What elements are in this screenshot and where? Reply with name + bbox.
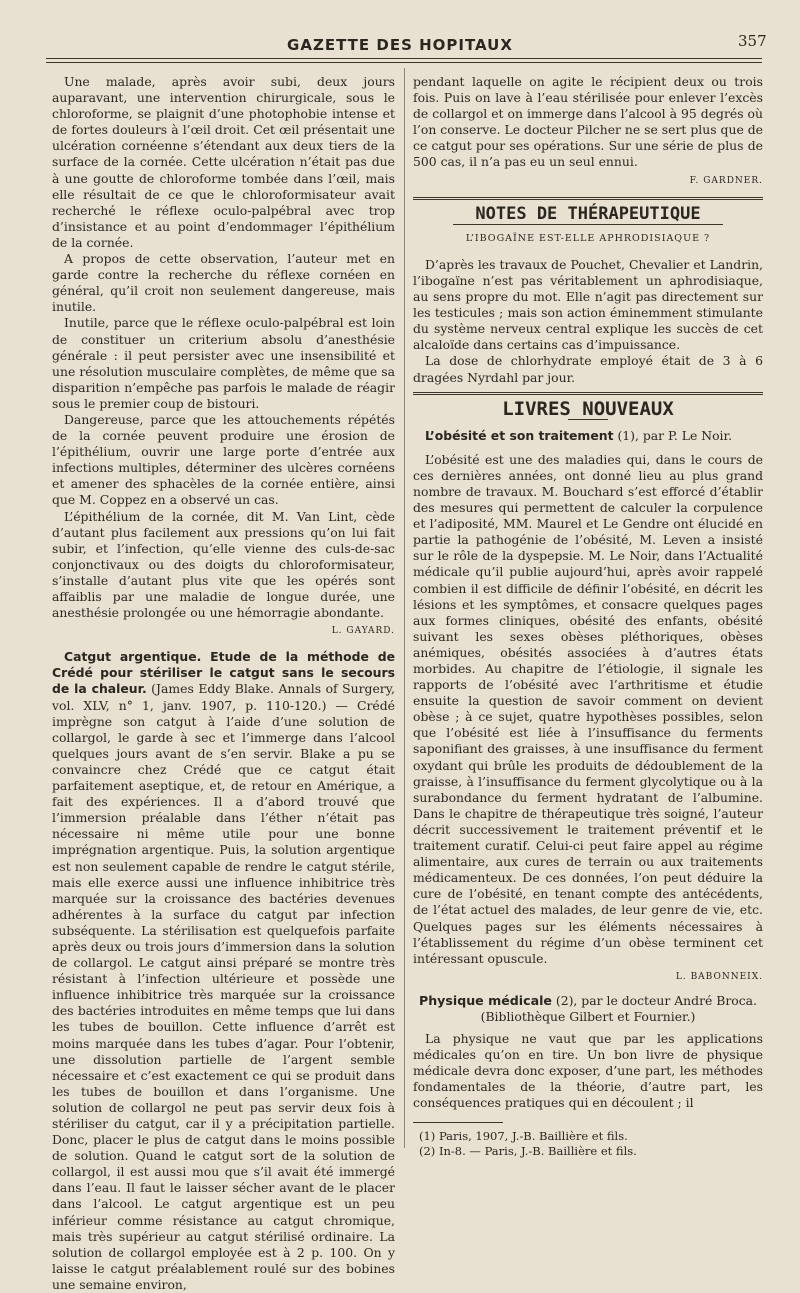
column-divider [404,68,405,1148]
paragraph: A propos de cette observation, l’auteur met en garde contre la recherche du réflexe cornéen en général, qu’il croit non seulement dangereuse, mais inutile. [52,251,395,315]
paragraph: La physique ne vaut que par les applications médicales qu’on en tire. Un bon livre de physique médicale devra donc exposer, d’une part, les méthodes fondamentales de la théorie, d’autre part, les conséquences pratiques qui en découlent ; il [413,1031,763,1111]
signature: L. GAYARD. [331,626,395,637]
book-title: L’obésité et son traitement [425,427,614,443]
subsection-title: L’IBOGAÏNE EST-ELLE APHRODISIAQUE ? [465,232,711,244]
header-rule-top [46,58,762,59]
book-review-heading [413,993,763,1025]
paragraph: La dose de chlorhydrate employé était de 3 à 6 dragées Nyrdahl par jour. [413,353,763,385]
paragraph: Une malade, après avoir subi, deux jours auparavant, une intervention chirurgicale, sous le chloroforme, se plaignit d’une photophobie intense et de fortes douleurs à l’œil droit. Cet œil présentait une ulcération cornéenne s’étendant aux deux tiers de la surface de la cornée. Cette ulcération n’était pas due à une goutte de chloroforme tombée dans l’œil, mais elle résultait de ce que le chloroformisateur avait recherché le réflexe oculo-palpébral avec trop d’insistance et au point d’endommager l’épithélium de la cornée. [52,74,395,250]
footnote-rule [413,1122,503,1123]
footnote: (1) Paris, 1907, J.-B. Baillière et fils. [419,1128,628,1143]
signature: L. BABONNEIX. [675,971,763,982]
article-body: — Crédé imprègne son catgut à l’aide d’une solution de collargol, le garde à sec et l’immerge dans l’alcool quelques jours avant de s’en servir. Blake a pu se convaincre chez Crédé que ce catgut était parfaitement aseptique, et, de retour en Amérique, a fait des expériences. Il a d’abord trouvé que l’immersion préalable dans l’éther n’était pas nécessaire ni même utile pour une bonne imprégnation argentique. Puis, la solution argentique est non seulement capable de rendre le catgut stérile, mais elle exerce aussi une influence inhibitrice très marquée sur la croissance des bactéries devenues adhérentes à la surface du catgut par infection subséquente. La stérilisation est quelquefois parfaite après deux ou trois jours d’immersion dans la solution de collargol. Le catgut ainsi préparé se montre très résistant à l’infection ultérieure et possède une influence inhibitrice très marquée sur la croissance des bactéries introduites en même temps que lui dans les tubes de bouillon. Cette influence d’arrêt est moins marquée dans les tubes d’agar. Pour l’obtenir, une dissolution partielle de l’argent semble nécessaire et c’est exactement ce qui se produit dans les tubes de bouillon et dans l’organisme. Une solution de collargol ne peut pas servir deux fois à stériliser du catgut, car il y a précipitation partielle. Donc, placer le plus de catgut dans le moins possible de solution. Quand le catgut sort de la solution de collargol, il est aussi mou que s’il avait été immergé dans l’eau. Il faut le laisser sécher avant de le placer dans l’alcool. Le catgut argentique est un peu inférieur comme résistance au catgut chromique, mais très supérieur au catgut stérilisé ordinaire. La solution de collargol employée est à 2 p. 100. On y laisse le catgut préalablement roulé sur des bobines une semaine environ, [52,697,395,1292]
header-rule-bottom [46,62,762,63]
section-title-notes: NOTES DE THÉRAPEUTIQUE [475,203,701,224]
footnote: (2) In-8. — Paris, J.-B. Baillière et fils. [419,1143,637,1158]
book-publisher: (Bibliothèque Gilbert et Fournier.) [480,1008,696,1024]
right-column [413,74,763,1159]
catgut-article [52,649,395,1293]
paragraph: L’épithélium de la cornée, dit M. Van Lint, cède d’autant plus facilement aux pressions qu’on lui fait subir, et l’infection, qu’elle vienne des culs-de-sac conjonctivaux ou des doigts du chloroformisateur, s’installe d’autant plus vite que les opérés sont affaiblis par une maladie de longue durée, une anesthésie prolongée ou une hémorragie abondante. [52,508,395,621]
book-author: (2), par le docteur André Broca. [551,992,758,1008]
article-title: Catgut argentique. Etude de la méthode de Crédé pour stériliser le catgut sans le secours de la chaleur. [52,649,395,697]
paragraph: D’après les travaux de Pouchet, Chevalier et Landrin, l’ibogaïne n’est pas véritablement un aphrodisiaque, au sens propre du mot. Elle n’agit pas directement sur les testicules ; mais son action éminemment stimulante du système nerveux central explique les succès de cet alcaloïde dans certains cas d’impuissance. [413,256,763,353]
book-author: (1), par P. Le Noir. [613,427,733,443]
page-number: 357 [738,32,767,50]
section-underline [453,224,723,225]
paragraph: Dangereuse, parce que les attouchements répétés de la cornée peuvent produire une érosion de l’épithélium, ouvrir une large porte d’entrée aux infections multiples, déterminer des ulcères cornéens et amener des sphacèles de la cornée entière, ainsi que M. Coppez en a observé un cas. [52,411,395,508]
signature: F. GARDNER. [689,175,763,186]
section-rule [413,392,763,395]
book-title: Physique médicale [418,992,552,1008]
paragraph: L’obésité est une des maladies qui, dans le cours de ces dernières années, ont donné lieu au plus grand nombre de travaux. M. Bouchard s’est efforcé d’établir des mesures qui permettent de calculer la corpulence et l’adiposité, MM. Maurel et Le Gendre ont élucidé en partie la pathogénie de l’obésité, M. Leven a insisté sur le rôle de la dyspepsie. M. Le Noir, dans l’Actualité médicale qu’il publie aujourd’hui, après avoir rappelé combien il est difficile de définir l’obésité, en décrit les lésions et les symptômes, et consacre quelques pages aux formes cliniques, obésité des enfants, obésité suivant les sexes obèses pléthoriques, obèses anémiques, obésités associées à d’autres états morbides. Au chapitre de l’étiologie, il signale les rapports de l’obésité avec l’arthritisme et étudie ensuite la question de savoir comment on devient obèse ; à ce sujet, quatre hypothèses possibles, selon que l’obésité est liée à l’insuffisance du ferments saponifiant des graisses, à une insuffisance du ferment oxydant qui brûle les produits de dédoublement de la graisse, à l’insuffisance du ferment glycolytique ou à la surabondance du ferment hydratant de l’albumine. Dans le chapitre de thérapeutique très soigné, l’auteur décrit successivement le traitement préventif et le traitement curatif. Celui-ci peut faire appel au régime alimentaire, aux cures de terrain ou aux traitements médicamenteux. De ces données, l’on peut déduire la cure de l’obésité, en tenant compte des antécédents, de l’état actuel des malades, de leur genre de vie, etc. Quelques pages sur les éléments nécessaires à l’établissement du régime d’un obèse terminent cet intéressant opuscule. [413,451,763,966]
paragraph: Inutile, parce que le réflexe oculo-palpébral est loin de constituer un criterium absolu d’anesthésie générale : il peut persister avec une insensibilité et une résolution musculaire complètes, de même que sa disparition n’empêche pas parfois le malade de réagir sous le premier coup de bistouri. [52,315,395,411]
left-column [52,74,395,1293]
section-title-livres: LIVRES NOUVEAUX [502,397,674,420]
paragraph: pendant laquelle on agite le récipient deux ou trois fois. Puis on lave à l’eau stérilisée pour enlever l’excès de collargol et on immerge dans l’alcool à 95 degrés où l’on conserve. Le docteur Pilcher ne se sert plus que de ce catgut pour ses opérations. Sur une série de plus de 500 cas, il n’a pas eu un seul ennui. [413,74,763,170]
article-reference: (James Eddy Blake. Annals of Surgery, vol. XLV, n° 1, janv. 1907, p. 110-120.) [52,681,395,713]
book-review-heading [413,428,763,444]
section-rule [413,197,763,200]
running-header: GAZETTE DES HOPITAUX [287,36,513,54]
